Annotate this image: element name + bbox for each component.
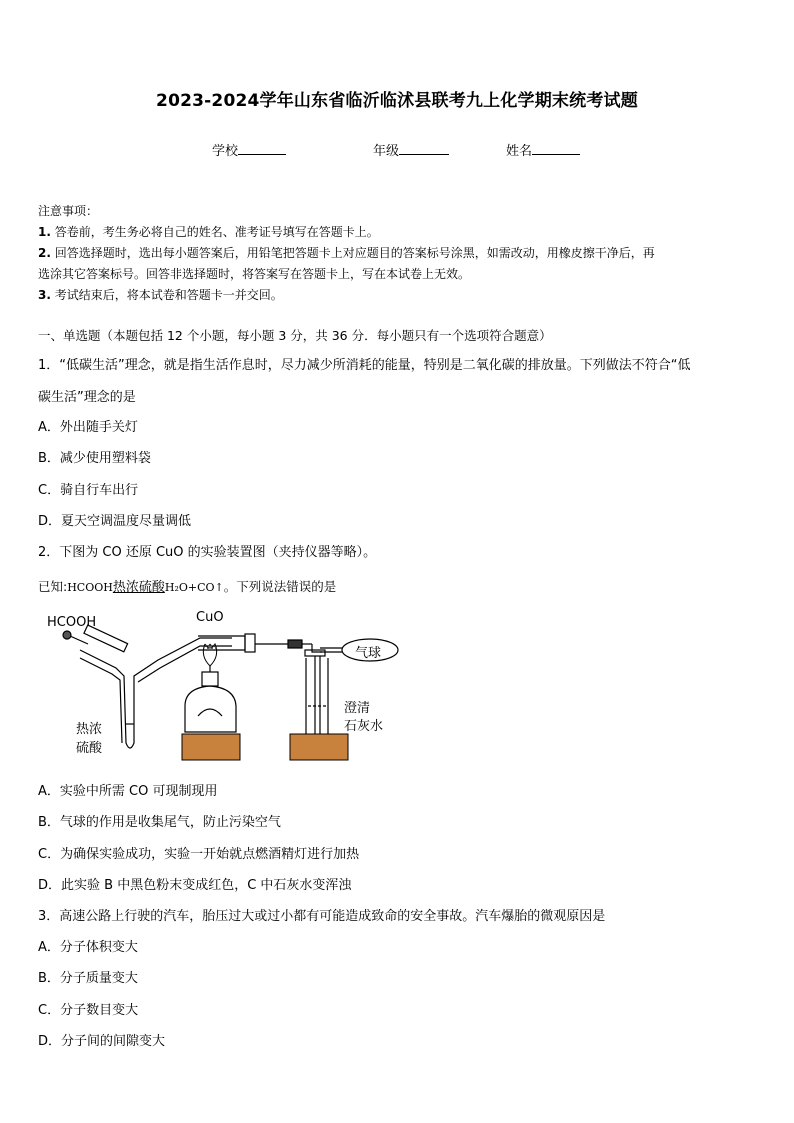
q3-stem: 3．高速公路上行驶的汽车，胎压过大或过小都有可能造成致命的安全事故。汽车爆胎的微观原因是 [38,909,606,924]
grade-blank [399,142,449,155]
formula-products: H₂O+CO↑ [164,581,224,594]
q1-option-a[interactable]: A．外出随手关灯 [38,420,138,435]
notice-text-1: 答卷前，考生务必将自己的姓名、准考证号填写在答题卡上。 [54,225,379,239]
notice-text-2: 回答选择题时，选出每小题答案后，用铅笔把答题卡上对应题目的答案标号涂黑，如需改动，用橡皮擦干净后，再 [54,246,655,260]
notice-text-2b: 选涂其它答案标号。回答非选择题时，将答案写在答题卡上，写在本试卷上无效。 [38,267,471,281]
q2-option-c[interactable]: C．为确保实验成功，实验一开始就点燃酒精灯进行加热 [38,847,360,862]
q1-stem-line1: 1．“低碳生活”理念，就是指生活作息时，尽力减少所消耗的能量，特别是二氧化碳的排放量。下列做法不符合“低 [38,358,691,373]
notice-item-2-cont [38,264,758,285]
section-heading: 一、单选题（本题包括 12 个小题，每小题 3 分，共 36 分．每小题只有一个选项符合题意） [38,328,552,343]
label-acid-2: 硫酸 [76,741,103,756]
formula-reactant: HCOOH [67,581,113,594]
notice-item-1 [38,222,758,243]
q1-option-c[interactable]: C．骑自行车出行 [38,483,139,498]
q3-option-b[interactable]: B．分子质量变大 [38,971,138,986]
formula-suffix: 。下列说法错误的是 [223,579,337,594]
test-tube-c [306,658,328,742]
notice-item-3 [38,285,758,306]
notice-text-3: 考试结束后，将本试卷和答题卡一并交回。 [54,288,283,302]
wooden-block-right [290,734,348,760]
label-acid-1: 热浓 [76,722,103,737]
label-cuo: CuO [196,610,224,625]
notice-num-1: 1. [38,225,51,239]
notice-num-3: 3. [38,288,51,302]
notice-item-2 [38,243,758,264]
formula-condition: 热浓硫酸 [112,580,165,595]
q2-option-d[interactable]: D．此实验 B 中黑色粉末变成红色，C 中石灰水变浑浊 [38,878,352,893]
q1-option-b[interactable]: B．减少使用塑料袋 [38,451,151,466]
label-lime-1: 澄清 [344,701,371,716]
formula-prefix: 已知: [38,579,68,594]
q1-option-d[interactable]: D．夏天空调温度尽量调低 [38,514,192,529]
q3-option-c[interactable]: C．分子数目变大 [38,1003,139,1018]
wooden-block-left [182,734,240,760]
q1-stem-line2: 碳生活”理念的是 [38,390,136,405]
label-lime-2: 石灰水 [344,719,384,734]
school-field [212,140,286,159]
q2-option-a[interactable]: A．实验中所需 CO 可现制现用 [38,784,218,799]
school-label: 学校 [212,144,239,159]
q2-formula-line [38,576,336,595]
name-blank [532,142,580,155]
notice-block [38,201,758,306]
name-label: 姓名 [506,144,533,159]
grade-field [373,140,449,159]
q3-option-d[interactable]: D．分子间的间隙变大 [38,1034,166,1049]
label-hcooh: HCOOH [47,615,97,630]
notice-num-2: 2. [38,246,51,260]
q2-stem-line1: 2．下图为 CO 还原 CuO 的实验装置图（夹持仪器等略）。 [38,545,377,560]
page-title: 2023-2024学年山东省临沂临沭县联考九上化学期末统考试题 [156,91,638,111]
dropper-bulb [63,631,71,639]
notice-heading: 注意事项： [38,204,99,218]
q2-option-b[interactable]: B．气球的作用是收集尾气，防止污染空气 [38,815,281,830]
grade-label: 年级 [373,144,400,159]
q3-option-a[interactable]: A．分子体积变大 [38,940,138,955]
name-field [506,140,580,159]
school-blank [238,142,286,155]
label-balloon: 气球 [355,646,382,661]
